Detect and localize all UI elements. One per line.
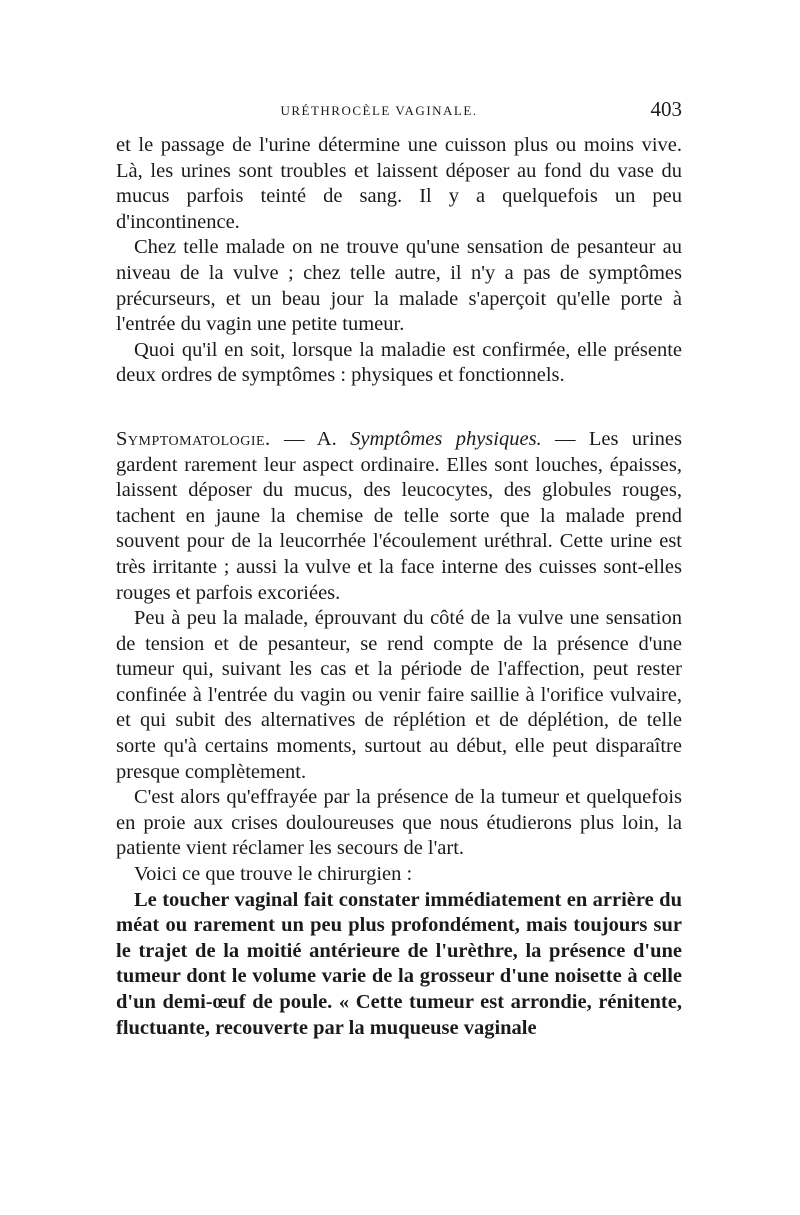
page-number: 403 [650, 97, 682, 121]
paragraph: Voici ce que trouve le chirurgien : [134, 863, 413, 886]
section-paragraph [116, 427, 682, 606]
running-title: URÉTHROCÈLE VAGINALE. [280, 103, 478, 118]
section-text: — Les urines gardent rarement leur aspect ordinaire. Elles sont louches, épaisses, laissent déposer du mucus, des leucocytes, des globules rouges, tachent en jaune la chemise de telle sorte que la malade prend souvent pour de la leucorrhée l'écoulement uréthral. Cette urine est très irritante ; aussi la vulve et la face interne des cuisses sont-elles rouges et parfois excoriées. [116, 427, 682, 604]
section-subheading-prefix: — A. [270, 427, 351, 450]
paragraph: C'est alors qu'effrayée par la présence de la tumeur et quelquefois en proie aux crises douloureuses que nous étudierons plus loin, la patiente vient réclamer les secours de l'art. [116, 786, 682, 860]
section-heading: Symptomatologie. [116, 427, 271, 450]
section-subheading: Symptômes physiques. [350, 427, 542, 450]
paragraph: Peu à peu la malade, éprouvant du côté de la vulve une sensation de tension et de pesanteur, se rend compte de la présence d'une tumeur qui, suivant les cas et la période de l'affection, peut rester confinée à l'entrée du vagin ou venir faire saillie à l'orifice vulvaire, et qui subit des alternatives de réplétion et de déplétion, de telle sorte qu'à certains moments, surtout au début, elle peut disparaître presque complètement. [116, 607, 682, 783]
paragraph-continuation: et le passage de l'urine détermine une cuisson plus ou moins vive. Là, les urines sont troubles et laissent déposer au fond du vase du mucus parfois teinté de sang. Il y a quelquefois un peu d'incontinence. [116, 134, 682, 233]
paragraph: Le toucher vaginal fait constater immédiatement en arrière du méat ou rarement un peu plus profondément, mais toujours sur le trajet de la moitié antérieure de l'urèthre, la présence d'une tumeur dont le volume varie de la grosseur d'une noisette à celle d'un demi-œuf de poule. « Cette tumeur est arrondie, rénitente, fluctuante, recouverte par la muqueuse vaginale [116, 888, 682, 1039]
running-head [116, 97, 682, 125]
paragraph: Quoi qu'il en soit, lorsque la maladie est confirmée, elle présente deux ordres de symptômes : physiques et fonctionnels. [116, 338, 682, 387]
body-text [116, 133, 682, 1041]
paragraph: Chez telle malade on ne trouve qu'une sensation de pesanteur au niveau de la vulve ; chez telle autre, il n'y a pas de symptômes précurseurs, et un beau jour la malade s'aperçoit qu'elle porte à l'entrée du vagin une petite tumeur. [116, 236, 682, 336]
